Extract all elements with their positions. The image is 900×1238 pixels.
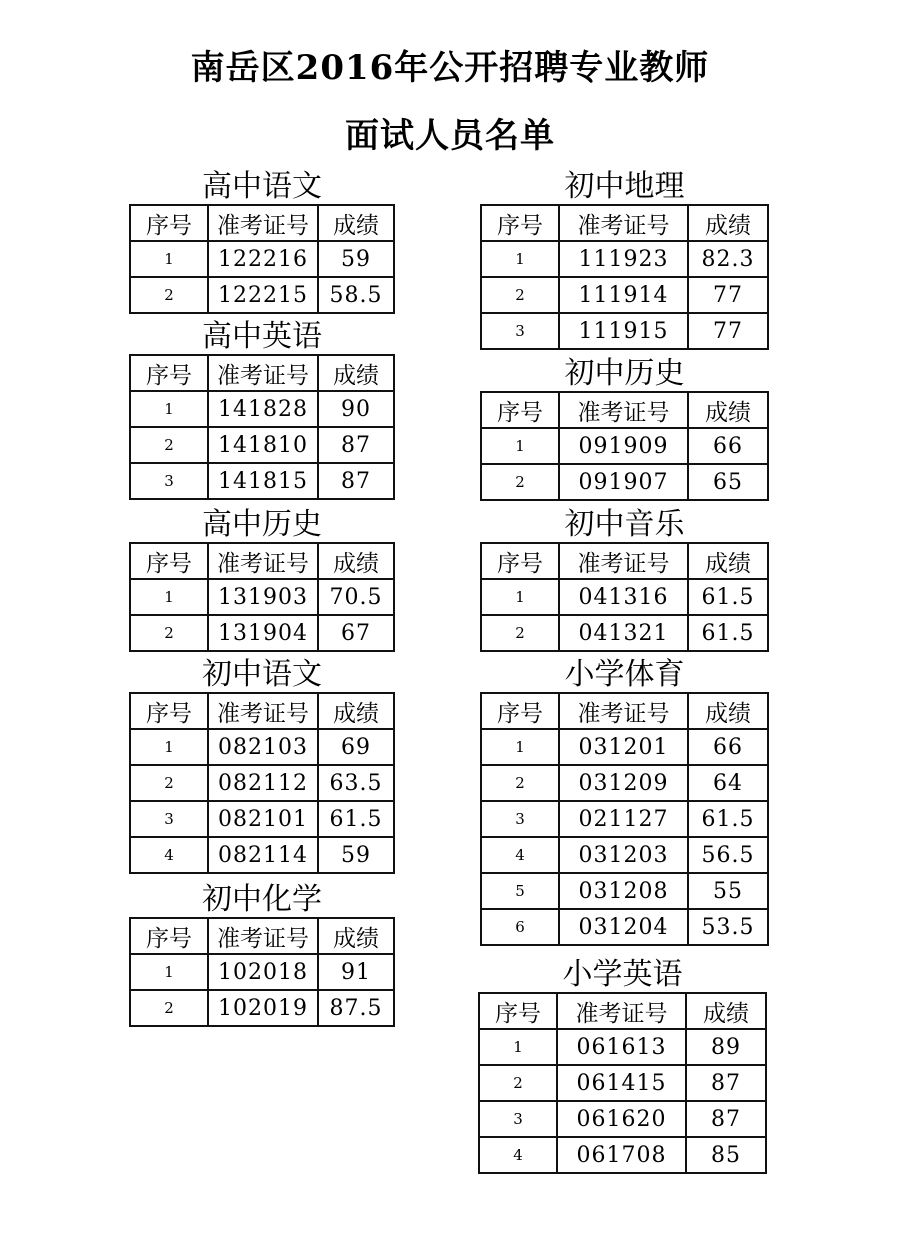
subject-title: 初中历史 (564, 356, 685, 391)
table-row (479, 1137, 766, 1173)
exam-id-cell: 031201 (559, 729, 688, 765)
exam-id-cell: 141815 (208, 463, 318, 499)
exam-id-cell: 082103 (208, 729, 318, 765)
score-cell: 53.5 (688, 909, 768, 945)
table-row (481, 909, 768, 945)
column-header-seq: 序号 (481, 543, 559, 579)
score-cell: 67 (318, 615, 394, 651)
score-cell: 77 (688, 313, 768, 349)
score-cell: 87 (318, 427, 394, 463)
score-table (478, 992, 767, 1174)
seq-cell: 3 (130, 463, 208, 499)
score-cell: 87 (686, 1101, 766, 1137)
table-row (481, 428, 768, 464)
score-table (480, 204, 769, 350)
table-row (130, 837, 394, 873)
exam-id-cell: 082114 (208, 837, 318, 873)
subject-section (480, 508, 769, 652)
seq-cell: 3 (479, 1101, 557, 1137)
column-header-score: 成绩 (686, 993, 766, 1029)
score-table (129, 917, 395, 1027)
seq-cell: 3 (130, 801, 208, 837)
subject-section (129, 320, 395, 500)
exam-id-cell: 061415 (557, 1065, 686, 1101)
seq-cell: 2 (130, 615, 208, 651)
seq-cell: 1 (481, 729, 559, 765)
column-header-exam-id: 准考证号 (208, 355, 318, 391)
subject-title: 高中语文 (202, 169, 322, 204)
table-row (130, 427, 394, 463)
subject-title: 小学体育 (564, 657, 685, 692)
column-header-score: 成绩 (318, 693, 394, 729)
exam-id-cell: 091907 (559, 464, 688, 500)
table-row (481, 729, 768, 765)
seq-cell: 3 (481, 313, 559, 349)
subject-section (129, 883, 395, 1027)
subject-title: 初中音乐 (564, 507, 685, 542)
score-cell: 59 (318, 241, 394, 277)
score-cell: 65 (688, 464, 768, 500)
exam-id-cell: 041321 (559, 615, 688, 651)
table-row (130, 990, 394, 1026)
exam-id-cell: 131903 (208, 579, 318, 615)
exam-id-cell: 122215 (208, 277, 318, 313)
header-row (130, 205, 394, 241)
seq-cell: 2 (130, 990, 208, 1026)
exam-id-cell: 031203 (559, 837, 688, 873)
column-header-seq: 序号 (481, 205, 559, 241)
table-row (481, 615, 768, 651)
score-cell: 66 (688, 428, 768, 464)
score-cell: 89 (686, 1029, 766, 1065)
seq-cell: 1 (130, 579, 208, 615)
table-row (130, 801, 394, 837)
table-row (479, 1101, 766, 1137)
subject-section (129, 508, 395, 652)
page-subtitle: 面试人员名单 (345, 116, 555, 156)
column-header-seq: 序号 (130, 693, 208, 729)
table-row (130, 241, 394, 277)
column-header-seq: 序号 (481, 392, 559, 428)
subject-section (129, 658, 395, 874)
column-header-exam-id: 准考证号 (557, 993, 686, 1029)
table-row (130, 391, 394, 427)
exam-id-cell: 111923 (559, 241, 688, 277)
header-row (130, 543, 394, 579)
subject-title: 初中语文 (202, 657, 322, 692)
exam-id-cell: 102018 (208, 954, 318, 990)
seq-cell: 4 (479, 1137, 557, 1173)
score-table (129, 354, 395, 500)
score-cell: 90 (318, 391, 394, 427)
seq-cell: 1 (481, 428, 559, 464)
table-row (481, 801, 768, 837)
score-cell: 61.5 (688, 801, 768, 837)
table-row (481, 873, 768, 909)
score-table (129, 542, 395, 652)
column-header-score: 成绩 (688, 205, 768, 241)
header-row (130, 918, 394, 954)
exam-id-cell: 141810 (208, 427, 318, 463)
table-row (130, 729, 394, 765)
subject-section (478, 958, 767, 1174)
subject-title: 初中化学 (202, 882, 322, 917)
column-header-seq: 序号 (481, 693, 559, 729)
table-row (130, 954, 394, 990)
seq-cell: 6 (481, 909, 559, 945)
column-header-exam-id: 准考证号 (208, 205, 318, 241)
seq-cell: 2 (481, 615, 559, 651)
seq-cell: 2 (481, 277, 559, 313)
column-header-score: 成绩 (318, 543, 394, 579)
score-cell: 55 (688, 873, 768, 909)
exam-id-cell: 061613 (557, 1029, 686, 1065)
score-cell: 66 (688, 729, 768, 765)
subject-section (480, 170, 769, 350)
score-cell: 70.5 (318, 579, 394, 615)
exam-id-cell: 041316 (559, 579, 688, 615)
table-row (481, 277, 768, 313)
seq-cell: 2 (481, 464, 559, 500)
header-row (481, 392, 768, 428)
score-table (129, 692, 395, 874)
exam-id-cell: 061708 (557, 1137, 686, 1173)
header-row (481, 543, 768, 579)
score-cell: 59 (318, 837, 394, 873)
subject-section (480, 658, 769, 946)
seq-cell: 1 (130, 954, 208, 990)
seq-cell: 2 (130, 277, 208, 313)
seq-cell: 5 (481, 873, 559, 909)
exam-id-cell: 102019 (208, 990, 318, 1026)
page-title: 南岳区2016年公开招聘专业教师 (190, 48, 710, 88)
seq-cell: 1 (481, 241, 559, 277)
table-row (479, 1065, 766, 1101)
exam-id-cell: 082112 (208, 765, 318, 801)
exam-id-cell: 122216 (208, 241, 318, 277)
table-row (481, 464, 768, 500)
table-row (481, 313, 768, 349)
column-header-exam-id: 准考证号 (208, 693, 318, 729)
score-cell: 82.3 (688, 241, 768, 277)
subject-title: 小学英语 (562, 957, 683, 992)
score-table (129, 204, 395, 314)
column-header-exam-id: 准考证号 (559, 543, 688, 579)
exam-id-cell: 021127 (559, 801, 688, 837)
score-cell: 61.5 (688, 615, 768, 651)
column-header-exam-id: 准考证号 (559, 693, 688, 729)
exam-id-cell: 082101 (208, 801, 318, 837)
seq-cell: 4 (481, 837, 559, 873)
exam-id-cell: 031209 (559, 765, 688, 801)
score-cell: 87 (686, 1065, 766, 1101)
score-cell: 58.5 (318, 277, 394, 313)
column-header-exam-id: 准考证号 (208, 918, 318, 954)
score-cell: 85 (686, 1137, 766, 1173)
column-header-exam-id: 准考证号 (559, 392, 688, 428)
exam-id-cell: 141828 (208, 391, 318, 427)
score-cell: 87.5 (318, 990, 394, 1026)
table-row (130, 463, 394, 499)
table-row (130, 579, 394, 615)
seq-cell: 1 (130, 241, 208, 277)
exam-id-cell: 061620 (557, 1101, 686, 1137)
seq-cell: 1 (479, 1029, 557, 1065)
seq-cell: 2 (479, 1065, 557, 1101)
column-header-exam-id: 准考证号 (559, 205, 688, 241)
column-header-score: 成绩 (318, 355, 394, 391)
column-header-score: 成绩 (318, 205, 394, 241)
table-row (130, 615, 394, 651)
column-header-score: 成绩 (688, 392, 768, 428)
table-row (481, 241, 768, 277)
seq-cell: 1 (130, 391, 208, 427)
table-row (481, 837, 768, 873)
header-row (479, 993, 766, 1029)
subject-title: 高中英语 (202, 319, 322, 354)
exam-id-cell: 091909 (559, 428, 688, 464)
exam-id-cell: 131904 (208, 615, 318, 651)
table-row (481, 765, 768, 801)
column-header-seq: 序号 (130, 918, 208, 954)
table-row (481, 579, 768, 615)
seq-cell: 2 (130, 427, 208, 463)
seq-cell: 3 (481, 801, 559, 837)
score-cell: 87 (318, 463, 394, 499)
column-header-score: 成绩 (688, 543, 768, 579)
header-row (130, 355, 394, 391)
column-header-exam-id: 准考证号 (208, 543, 318, 579)
score-table (480, 692, 769, 946)
table-row (130, 277, 394, 313)
score-cell: 91 (318, 954, 394, 990)
header-row (130, 693, 394, 729)
column-header-seq: 序号 (479, 993, 557, 1029)
score-table (480, 542, 769, 652)
seq-cell: 2 (481, 765, 559, 801)
column-header-seq: 序号 (130, 205, 208, 241)
score-cell: 63.5 (318, 765, 394, 801)
subject-section (480, 357, 769, 501)
subject-section (129, 170, 395, 314)
column-header-score: 成绩 (318, 918, 394, 954)
score-cell: 61.5 (318, 801, 394, 837)
seq-cell: 4 (130, 837, 208, 873)
exam-id-cell: 031208 (559, 873, 688, 909)
score-cell: 69 (318, 729, 394, 765)
subject-title: 初中地理 (564, 169, 685, 204)
score-cell: 61.5 (688, 579, 768, 615)
subject-title: 高中历史 (202, 507, 322, 542)
column-header-seq: 序号 (130, 355, 208, 391)
header-row (481, 205, 768, 241)
header-row (481, 693, 768, 729)
column-header-seq: 序号 (130, 543, 208, 579)
exam-id-cell: 111914 (559, 277, 688, 313)
score-cell: 64 (688, 765, 768, 801)
table-row (130, 765, 394, 801)
table-row (479, 1029, 766, 1065)
column-header-score: 成绩 (688, 693, 768, 729)
score-cell: 56.5 (688, 837, 768, 873)
exam-id-cell: 111915 (559, 313, 688, 349)
exam-id-cell: 031204 (559, 909, 688, 945)
seq-cell: 1 (481, 579, 559, 615)
score-cell: 77 (688, 277, 768, 313)
seq-cell: 1 (130, 729, 208, 765)
seq-cell: 2 (130, 765, 208, 801)
score-table (480, 391, 769, 501)
